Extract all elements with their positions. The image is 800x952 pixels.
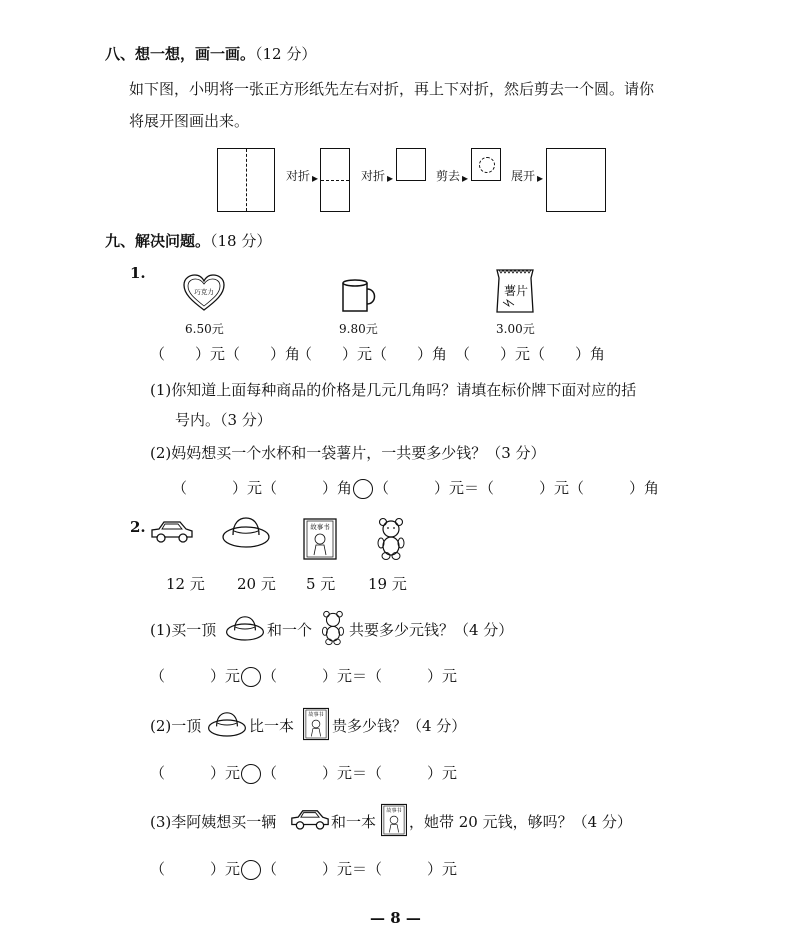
question-2-part-2-c: 贵多少钱？（4 分）: [332, 717, 467, 735]
question-2-part-1-equation[interactable]: （ ）元 （ ）元＝（ ）元: [150, 667, 458, 685]
teddy-bear-icon: [320, 610, 346, 646]
question-1-part-1-line-1: (1)你知道上面每种商品的价格是几元几角吗？请填在标价牌下面对应的括: [150, 381, 637, 399]
question-2-part-2-equation[interactable]: （ ）元 （ ）元＝（ ）元: [150, 764, 458, 782]
question-2-part-3-a: (3)李阿姨想买一辆: [150, 813, 277, 831]
answer-square: [546, 148, 606, 212]
hat-icon: [207, 710, 247, 738]
question-2-part-2-a: (2)一顶: [150, 717, 202, 735]
question-2-part-3-c: ，她带 20 元钱，够吗？（4 分）: [409, 813, 632, 831]
square-paper: [217, 148, 275, 212]
storybook-icon: [302, 706, 330, 742]
question-1-number: 1.: [130, 264, 146, 282]
storybook-icon: [380, 802, 408, 838]
storybook-label: 故事书: [386, 808, 402, 815]
operator-circle[interactable]: [353, 479, 373, 499]
price-book: 5 元: [306, 575, 336, 593]
price-bear: 19 元: [368, 575, 407, 593]
section-8-heading: 八、想一想，画一画。: [105, 45, 256, 63]
hat-icon: [225, 614, 265, 642]
step-fold-2: 对折: [361, 169, 386, 183]
step-cut: 剪去: [436, 169, 461, 183]
question-2-part-3-equation[interactable]: （ ）元 （ ）元＝（ ）元: [150, 860, 458, 878]
arrow-right-icon: ▸: [537, 171, 544, 185]
question-1-equation[interactable]: （ ）元（ ）角 （ ）元＝（ ）元（ ）角: [172, 479, 660, 497]
question-2-number: 2.: [130, 518, 146, 536]
question-2-part-2-b: 比一本: [249, 717, 295, 735]
price-cup: 9.80元: [339, 322, 378, 336]
chips-label: 薯片: [503, 284, 529, 298]
teddy-bear-icon: [375, 517, 407, 561]
question-1-part-2: (2)妈妈想买一个水杯和一袋薯片，一共要多少钱？（3 分）: [150, 444, 546, 462]
section-9-score: （18 分）: [210, 232, 272, 250]
chocolate-label: 巧克力: [194, 288, 214, 296]
section-9-heading: 九、解决问题。: [105, 232, 211, 250]
step-unfold: 展开: [511, 169, 536, 183]
operator-circle[interactable]: [241, 764, 261, 784]
answer-blank-chips[interactable]: （ ）元（ ）角: [455, 345, 606, 363]
chips-bag-icon: [494, 268, 536, 314]
page-number: — 8 —: [370, 909, 421, 927]
price-chips: 3.00元: [496, 322, 535, 336]
question-2-part-3-b: 和一本: [331, 813, 377, 831]
toy-car-icon: [150, 519, 194, 543]
section-8-score: （12 分）: [255, 45, 317, 63]
arrow-right-icon: ▸: [387, 171, 394, 185]
price-hat: 20 元: [237, 575, 276, 593]
storybook-icon: [302, 517, 338, 561]
question-1-part-1-line-2: 号内。（3 分）: [175, 411, 272, 429]
section-8-title: [105, 44, 316, 64]
question-2-part-1-b: 和一个: [267, 621, 313, 639]
toy-car-icon: [290, 808, 330, 830]
step-fold-1: 对折: [286, 169, 311, 183]
cut-paper: [471, 148, 501, 181]
price-car: 12 元: [166, 575, 205, 593]
storybook-label: 故事书: [308, 712, 324, 719]
question-2-part-1-a: (1)买一顶: [150, 621, 217, 639]
half-folded-paper: [320, 148, 350, 212]
price-chocolate: 6.50元: [185, 322, 224, 336]
answer-blank-chocolate[interactable]: （ ）元（ ）角: [150, 345, 301, 363]
chocolate-heart-icon: [182, 274, 226, 312]
section-8-instruction-2: 将展开图画出来。: [129, 112, 250, 130]
arrow-right-icon: ▸: [462, 171, 469, 185]
operator-circle[interactable]: [241, 667, 261, 687]
question-2-part-1-c: 共要多少元钱？（4 分）: [349, 621, 514, 639]
section-9-title: [105, 231, 271, 251]
section-8-instruction-1: 如下图，小明将一张正方形纸先左右对折，再上下对折，然后剪去一个圆。请你: [129, 80, 655, 98]
storybook-label: 故事书: [310, 523, 330, 531]
hat-icon: [221, 515, 271, 549]
operator-circle[interactable]: [241, 860, 261, 880]
answer-blank-cup[interactable]: （ ）元（ ）角: [297, 345, 448, 363]
cup-icon: [340, 278, 380, 314]
quarter-folded-paper: [396, 148, 426, 181]
arrow-right-icon: ▸: [312, 171, 319, 185]
